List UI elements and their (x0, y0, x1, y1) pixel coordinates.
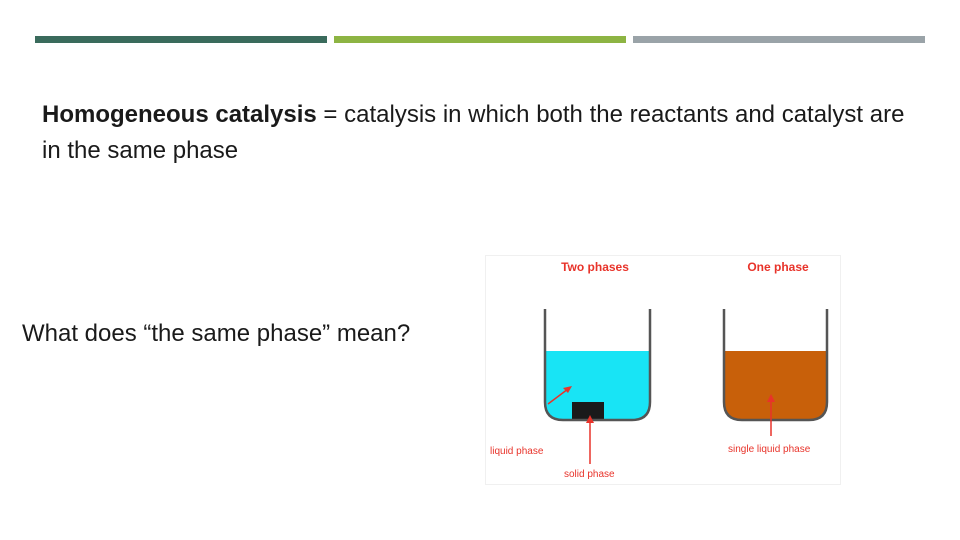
phase-diagram-svg (486, 256, 840, 484)
accent-bar-light-green (334, 36, 626, 43)
accent-bar-dark-green (35, 36, 327, 43)
title-two-phases: Two phases (561, 260, 629, 274)
accent-bar-gray (633, 36, 925, 43)
question-text: What does “the same phase” mean? (22, 320, 411, 347)
label-single-liquid-phase: single liquid phase (728, 444, 811, 455)
label-liquid-phase: liquid phase (490, 446, 544, 457)
phase-diagram (486, 256, 840, 484)
definition-body: = catalysis in which both the reactants and catalyst are in the same phase (42, 101, 905, 164)
solid-catalyst (572, 402, 604, 420)
definition-text (42, 97, 922, 169)
label-solid-phase: solid phase (564, 469, 615, 480)
definition-term: Homogeneous catalysis (42, 101, 317, 128)
liquid-fill-right (724, 351, 827, 420)
title-one-phase: One phase (747, 260, 809, 274)
